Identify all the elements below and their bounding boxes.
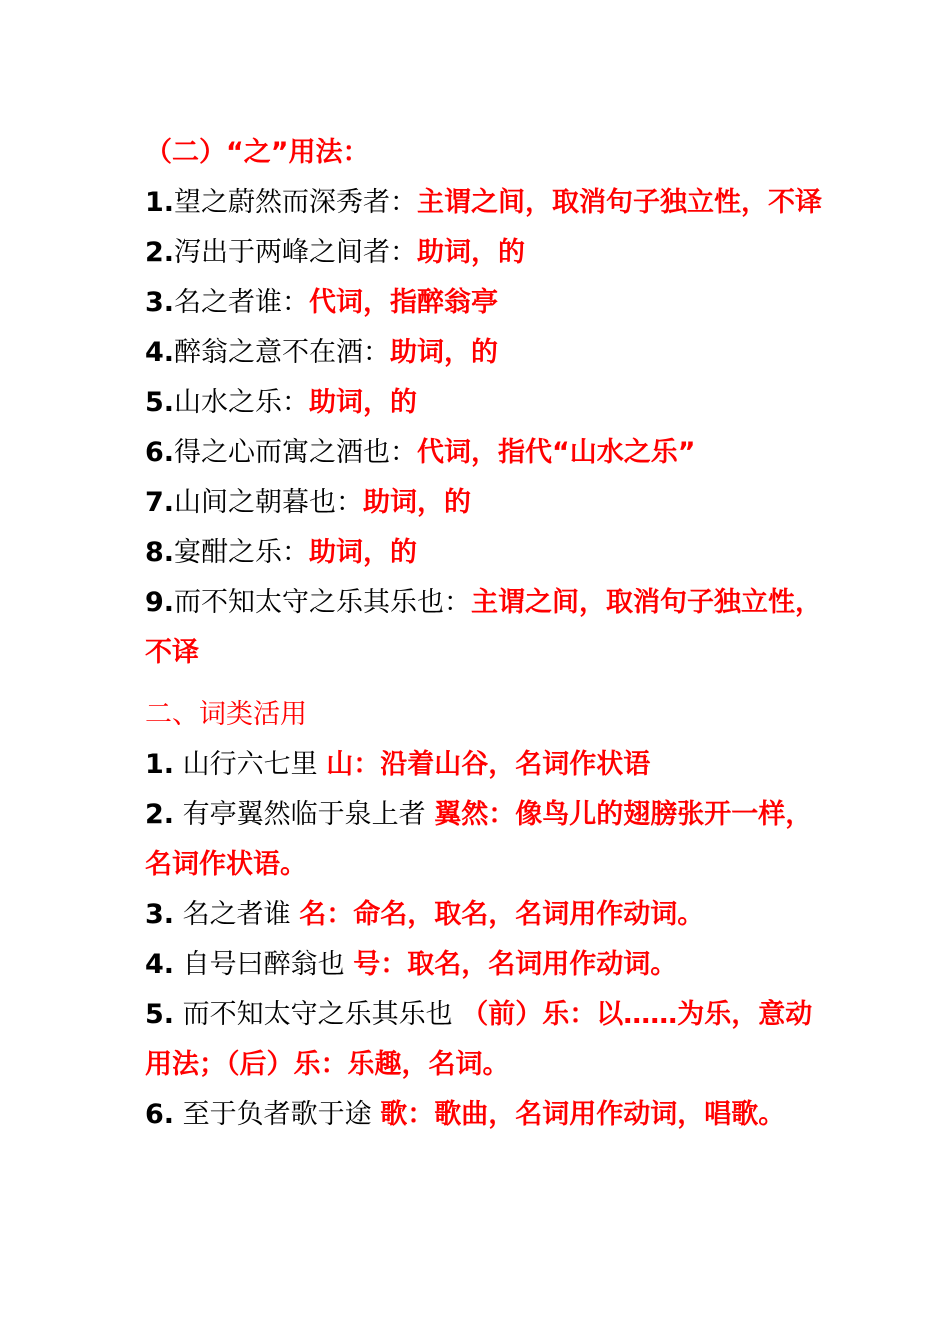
item-answer: 代词，指醉翁亭 <box>309 287 499 318</box>
item-text: 泻出于两峰之间者： <box>174 237 418 268</box>
item-text: 山水之乐： <box>174 387 310 418</box>
item-answer: 主谓之间，取消句子独立性，不译 <box>417 187 823 218</box>
item-number: 4. <box>145 949 175 980</box>
item-text: 山行六七里 <box>174 749 327 780</box>
item-answer: 代词，指代“山水之乐” <box>417 437 696 468</box>
zhi-item-2 <box>145 228 825 278</box>
item-text: 宴酣之乐： <box>174 537 310 568</box>
zhi-item-1 <box>145 178 825 228</box>
zhi-item-6 <box>145 428 825 478</box>
item-answer: 助词，的 <box>309 387 418 418</box>
item-text: 名之者谁 <box>174 899 300 930</box>
item-answer: 助词，的 <box>390 337 499 368</box>
item-answer: 歌：歌曲，名词用作动词，唱歌。 <box>380 1099 786 1130</box>
item-number: 3. <box>145 899 175 930</box>
item-text: 醉翁之意不在酒： <box>174 337 391 368</box>
word-class-item-2 <box>145 790 825 890</box>
item-answer: 翼然：像鸟儿的翅膀张开一样，名词作状语。 <box>145 799 813 880</box>
item-text: 名之者谁： <box>174 287 310 318</box>
item-number: 4. <box>145 337 175 368</box>
item-answer: 助词，的 <box>417 237 526 268</box>
item-number: 5. <box>145 999 175 1030</box>
item-number: 9. <box>145 587 175 618</box>
item-answer: 助词，的 <box>363 487 472 518</box>
item-answer: 主谓之间，取消句子独立性，不译 <box>145 587 823 668</box>
item-number: 2. <box>145 799 175 830</box>
word-class-item-1 <box>145 740 825 790</box>
item-number: 8. <box>145 537 175 568</box>
zhi-item-7 <box>145 478 825 528</box>
word-class-item-3 <box>145 890 825 940</box>
item-number: 5. <box>145 387 175 418</box>
item-number: 1. <box>145 749 175 780</box>
item-text: 有亭翼然临于泉上者 <box>174 799 435 830</box>
item-number: 1. <box>145 187 175 218</box>
zhi-item-9 <box>145 578 825 678</box>
item-answer: 山：沿着山谷，名词作状语 <box>326 749 651 780</box>
item-number: 6. <box>145 437 175 468</box>
item-answer: 号：取名，名词用作动词。 <box>353 949 678 980</box>
item-text: 自号曰醉翁也 <box>174 949 354 980</box>
item-number: 6. <box>145 1099 175 1130</box>
item-answer: 助词，的 <box>309 537 418 568</box>
item-text: 望之蔚然而深秀者： <box>174 187 418 218</box>
document-page <box>145 128 825 1140</box>
item-number: 2. <box>145 237 175 268</box>
item-number: 7. <box>145 487 175 518</box>
word-class-item-5 <box>145 990 825 1090</box>
zhi-item-3 <box>145 278 825 328</box>
item-number: 3. <box>145 287 175 318</box>
zhi-item-4 <box>145 328 825 378</box>
section-heading-zhi-usage: （二）“之”用法： <box>145 137 370 168</box>
zhi-item-5 <box>145 378 825 428</box>
item-text: 而不知太守之乐其乐也 <box>174 999 462 1030</box>
word-class-item-4 <box>145 940 825 990</box>
section-heading-word-class: 二、词类活用 <box>145 699 307 730</box>
item-text: 而不知太守之乐其乐也： <box>174 587 472 618</box>
item-text: 山间之朝暮也： <box>174 487 364 518</box>
item-answer: （前）乐：以……为乐，意动用法；（后）乐：乐趣，名词。 <box>145 999 813 1080</box>
zhi-item-8 <box>145 528 825 578</box>
item-text: 得之心而寓之酒也： <box>174 437 418 468</box>
word-class-item-6 <box>145 1090 825 1140</box>
item-answer: 名：命名，取名，名词用作动词。 <box>299 899 705 930</box>
item-text: 至于负者歌于途 <box>174 1099 381 1130</box>
